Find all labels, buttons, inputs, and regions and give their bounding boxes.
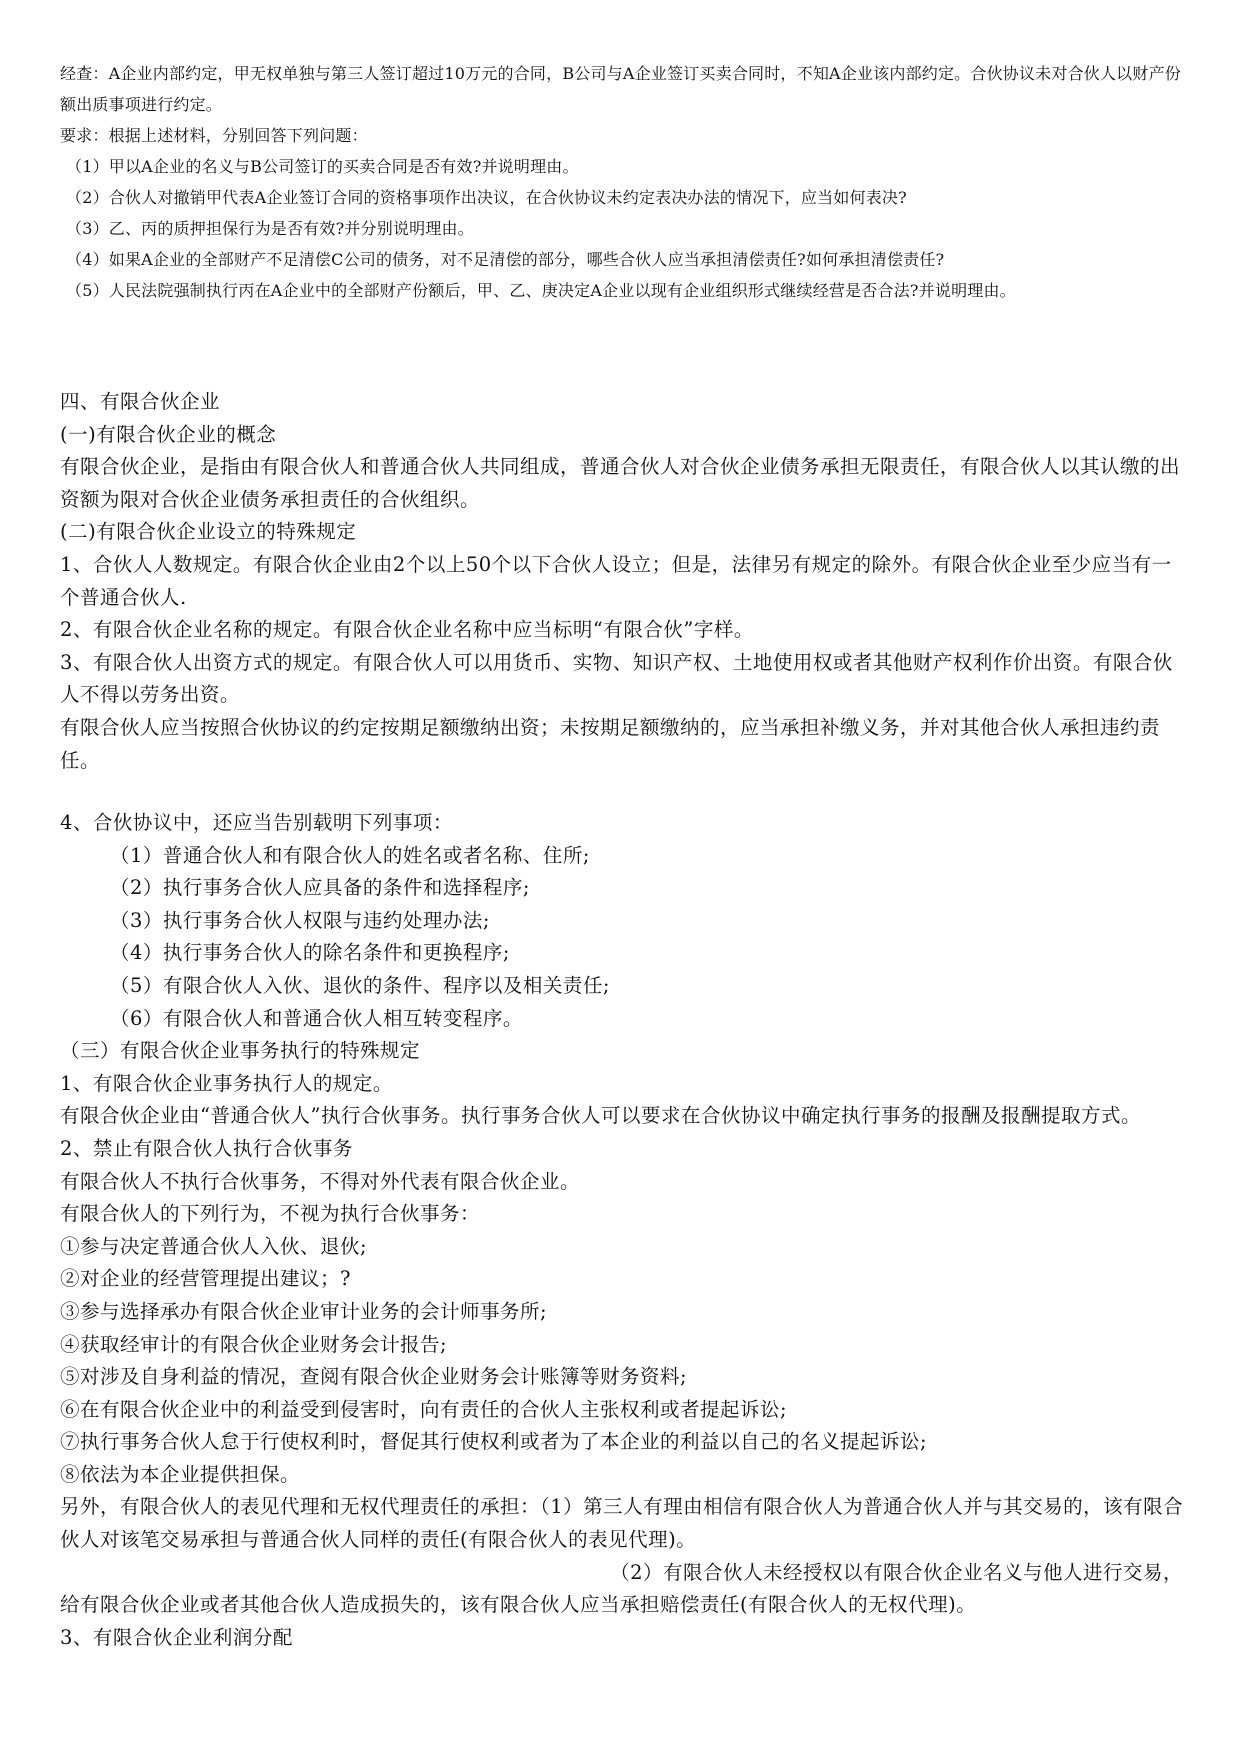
rule-paragraph: 有限合伙人应当按照合伙协议的约定按期足额缴纳出资；未按期足额缴纳的，应当承担补缴义务，并对其他合伙人承担违约责任。	[60, 715, 1161, 772]
exec-list-item: ④获取经审计的有限合伙企业财务会计报告;	[60, 1332, 448, 1356]
rule-list-item: （6）有限合伙人和普通合伙人相互转变程序。	[110, 1006, 523, 1030]
rule-paragraph: 3、有限合伙人出资方式的规定。有限合伙人可以用货币、实物、知识产权、土地使用权或者其他财产权利作价出资。有限合伙人不得以劳务出资。	[60, 650, 1173, 707]
rule-list-title: 4、合伙协议中，还应当告别载明下列事项：	[60, 811, 453, 834]
exec-rule-title: 2、禁止有限合伙人执行合伙事务	[60, 1136, 353, 1160]
rule-list-item: （4）执行事务合伙人的除名条件和更换程序;	[110, 941, 510, 965]
exec-rule-title: 3、有限合伙企业利润分配	[60, 1625, 293, 1649]
exec-list-item: ②对企业的经营管理提出建议；?	[60, 1267, 351, 1291]
exec-list-item: ③参与选择承办有限合伙企业审计业务的会计师事务所;	[60, 1299, 548, 1323]
rule-paragraph: 1、合伙人人数规定。有限合伙企业由2个以上50个以下合伙人设立；但是，法律另有规定的除外。有限合伙企业至少应当有一个普通合伙人.	[60, 552, 1172, 609]
question-item: （3）乙、丙的质押担保行为是否有效?并分别说明理由。	[66, 219, 474, 238]
exec-rule-paragraph: 有限合伙企业由“普通合伙人”执行合伙事务。执行事务合伙人可以要求在合伙协议中确定执行事务的报酬及报酬提取方式。	[60, 1104, 1141, 1128]
exec-rule-title: 1、有限合伙企业事务执行人的规定。	[60, 1071, 393, 1095]
exec-list-title: 有限合伙人的下列行为，不视为执行合伙事务：	[60, 1202, 481, 1226]
agency-paragraph-part: （2）有限合伙人未经授权以有限合伙企业名义与他人进行交易，	[610, 1560, 1183, 1584]
subsection-title: （三）有限合伙企业事务执行的特殊规定	[60, 1039, 421, 1063]
exec-list-item: ①参与决定普通合伙人入伙、退伙;	[60, 1234, 368, 1258]
exec-list-item: ⑧依法为本企业提供担保。	[60, 1462, 301, 1486]
exec-list-item: ⑥在有限合伙企业中的利益受到侵害时，向有责任的合伙人主张权利或者提起诉讼;	[60, 1397, 788, 1421]
rule-paragraph: 2、有限合伙企业名称的规定。有限合伙企业名称中应当标明“有限合伙”字样。	[60, 618, 754, 642]
case-finding-paragraph: 经查：A企业内部约定，甲无权单独与第三人签订超过10万元的合同，B公司与A企业签订买卖合同时，不知A企业该内部约定。合伙协议未对合伙人以财产份额出质事项进行约定。	[60, 64, 1181, 114]
agency-paragraph: 另外，有限合伙人的表见代理和无权代理责任的承担：（1）第三人有理由相信有限合伙人为普通合伙人并与其交易的，该有限合伙人对该笔交易承担与普通合伙人同样的责任(有限合伙人的表见代理)。	[60, 1495, 1184, 1552]
question-item: （1）甲以A企业的名义与B公司签订的买卖合同是否有效?并说明理由。	[66, 157, 579, 176]
rule-list-item: （5）有限合伙人入伙、退伙的条件、程序以及相关责任;	[110, 973, 610, 997]
question-item: （5）人民法院强制执行丙在A企业中的全部财产份额后，甲、乙、庚决定A企业以现有企业组织形式继续经营是否合法?并说明理由。	[66, 281, 1016, 300]
case-question-block	[60, 58, 1185, 306]
rule-list-item: （2）执行事务合伙人应具备的条件和选择程序;	[110, 876, 530, 900]
subsection-title: (二)有限合伙企业设立的特殊规定	[60, 520, 357, 544]
concept-paragraph: 有限合伙企业，是指由有限合伙人和普通合伙人共同组成，普通合伙人对合伙企业债务承担无限责任，有限合伙人以其认缴的出资额为限对合伙企业债务承担责任的合伙组织。	[60, 455, 1181, 511]
requirement-line: 要求：根据上述材料，分别回答下列问题：	[60, 126, 368, 145]
section-limited-partnership	[60, 386, 1185, 777]
rule-list-item: （3）执行事务合伙人权限与违约处理办法;	[110, 908, 490, 932]
exec-rule-paragraph: 有限合伙人不执行合伙事务，不得对外代表有限合伙企业。	[60, 1169, 581, 1193]
subsection-title: (一)有限合伙企业的概念	[60, 422, 277, 446]
exec-list-item: ⑦执行事务合伙人怠于行使权利时，督促其行使权利或者为了本企业的利益以自己的名义提起诉讼;	[60, 1430, 928, 1454]
question-item: （2）合伙人对撤销甲代表A企业签订合同的资格事项作出决议，在合伙协议未约定表决办法的情况下，应当如何表决?	[66, 188, 907, 207]
rule-list-item: （1）普通合伙人和有限合伙人的姓名或者名称、住所;	[110, 843, 590, 867]
section-continued	[60, 807, 1185, 1654]
section-title: 四、有限合伙企业	[60, 390, 221, 413]
agency-paragraph-part: 给有限合伙企业或者其他合伙人造成损失的，该有限合伙人应当承担赔偿责任(有限合伙人的无权代理)。	[60, 1593, 977, 1617]
exec-list-item: ⑤对涉及自身利益的情况，查阅有限合伙企业财务会计账簿等财务资料;	[60, 1365, 688, 1389]
question-item: （4）如果A企业的全部财产不足清偿C公司的债务，对不足清偿的部分，哪些合伙人应当承担清偿责任?如何承担清偿责任?	[66, 250, 945, 269]
